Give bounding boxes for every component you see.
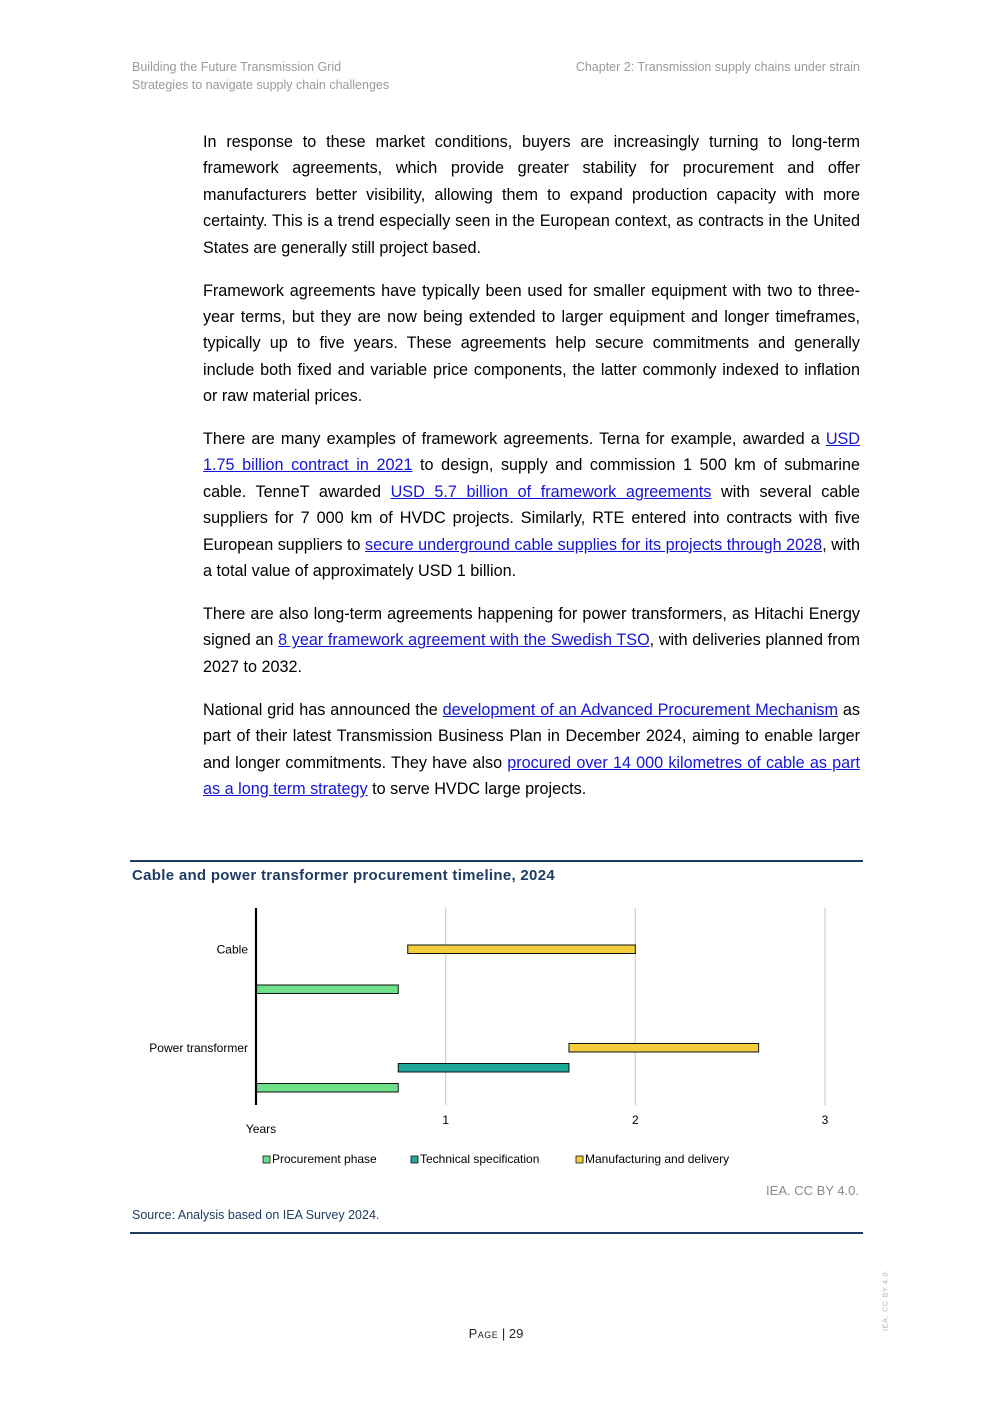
link-cable-strategy[interactable]: procured over 14 000 kilometres of cable as part as a long term strategy <box>203 753 860 798</box>
figure-top-rule <box>130 860 863 862</box>
body-text <box>203 129 860 819</box>
bar-cable-manufacturing-and-delivery <box>408 945 636 954</box>
paragraph-5 <box>203 697 860 803</box>
paragraph-3 <box>203 426 860 584</box>
page-number-value: 29 <box>508 1326 524 1341</box>
figure-source: Source: Analysis based on IEA Survey 2024. <box>132 1208 380 1222</box>
x-tick-label-3: 3 <box>821 1113 829 1127</box>
running-header-left <box>132 58 389 94</box>
bar-power-transformer-technical-specification <box>398 1064 569 1073</box>
text-span: , with a total value of approximately USD 1 billion. <box>203 535 860 581</box>
legend-swatch-manufacturing-and-delivery <box>576 1156 583 1163</box>
link-terna-contract[interactable]: USD 1.75 billion contract in 2021 <box>203 430 860 475</box>
figure-bottom-rule <box>130 1232 863 1234</box>
figure-credit: IEA. CC BY 4.0. <box>766 1183 859 1198</box>
text-span: as part of their latest Transmission Business Plan in December 2024, aiming to enable larger and longer commitments. They have also <box>203 700 860 772</box>
x-axis-label: Years <box>245 1122 277 1136</box>
text-span: with several cable suppliers for 7 000 km of HVDC projects. Similarly, RTE entered into contracts with five European suppliers to <box>203 482 860 554</box>
page-separator: | <box>498 1326 509 1341</box>
category-label-power-transformer: Power transformer <box>149 1040 248 1055</box>
legend-label-manufacturing-and-delivery: Manufacturing and delivery <box>585 1152 730 1166</box>
paragraph-2: Framework agreements have typically been used for smaller equipment with two to three-year terms, but they are now being extended to larger equipment and longer timeframes, typically up to five years. These agreements help secure commitments and generally include both fixed and variable price components, the latter commonly indexed to inflation or raw material prices. <box>203 281 860 406</box>
legend-label-procurement-phase: Procurement phase <box>272 1152 377 1166</box>
legend-swatch-technical-specification <box>411 1156 418 1163</box>
text-span: to design, supply and commission 1 500 km of submarine cable. TenneT awarded <box>203 456 860 501</box>
text-span: to serve HVDC large projects. <box>367 779 587 798</box>
report-subtitle: Strategies to navigate supply chain challenges <box>132 78 390 92</box>
bar-power-transformer-procurement-phase <box>256 1084 398 1093</box>
chart-svg <box>130 895 863 1180</box>
link-hitachi-agreement[interactable]: 8 year framework agreement with the Swedish TSO <box>278 631 650 650</box>
side-credit: IEA. CC BY 4.0. <box>882 1268 890 1332</box>
paragraph-4 <box>203 601 860 680</box>
x-tick-label-1: 1 <box>442 1113 450 1127</box>
page-label: Page <box>468 1326 499 1341</box>
text-span: There are also long-term agreements happening for power transformers, as Hitachi Energy signed an <box>203 605 860 650</box>
link-tennet-agreements[interactable]: USD 5.7 billion of framework agreements <box>390 482 712 501</box>
x-tick-label-2: 2 <box>631 1113 639 1127</box>
text-span: There are many examples of framework agreements. Terna for example, awarded a <box>203 430 826 449</box>
page-number <box>0 1326 992 1341</box>
report-title: Building the Future Transmission Grid <box>132 60 342 74</box>
timeline-chart <box>130 895 863 1180</box>
chapter-title: Chapter 2: Transmission supply chains under strain <box>575 60 860 74</box>
bar-power-transformer-manufacturing-and-delivery <box>569 1044 759 1053</box>
legend-swatch-procurement-phase <box>263 1156 270 1163</box>
bar-cable-procurement-phase <box>256 985 398 994</box>
category-label-cable: Cable <box>216 942 248 957</box>
paragraph-1: In response to these market conditions, buyers are increasingly turning to long-term framework agreements, which provide greater stability for procurement and offer manufacturers better visibility, allowing them to expand production capacity with more certainty. This is a trend especially seen in the European context, as contracts in the United States are generally still project based. <box>203 133 860 257</box>
figure-title: Cable and power transformer procurement timeline, 2024 <box>132 867 555 884</box>
link-rte-cable-supplies[interactable]: secure underground cable supplies for its projects through 2028 <box>365 535 823 554</box>
link-advanced-procurement[interactable]: development of an Advanced Procurement Mechanism <box>442 700 838 719</box>
legend-label-technical-specification: Technical specification <box>420 1152 540 1166</box>
text-span: , with deliveries planned from 2027 to 2032. <box>203 631 861 676</box>
text-span: National grid has announced the <box>203 700 443 719</box>
